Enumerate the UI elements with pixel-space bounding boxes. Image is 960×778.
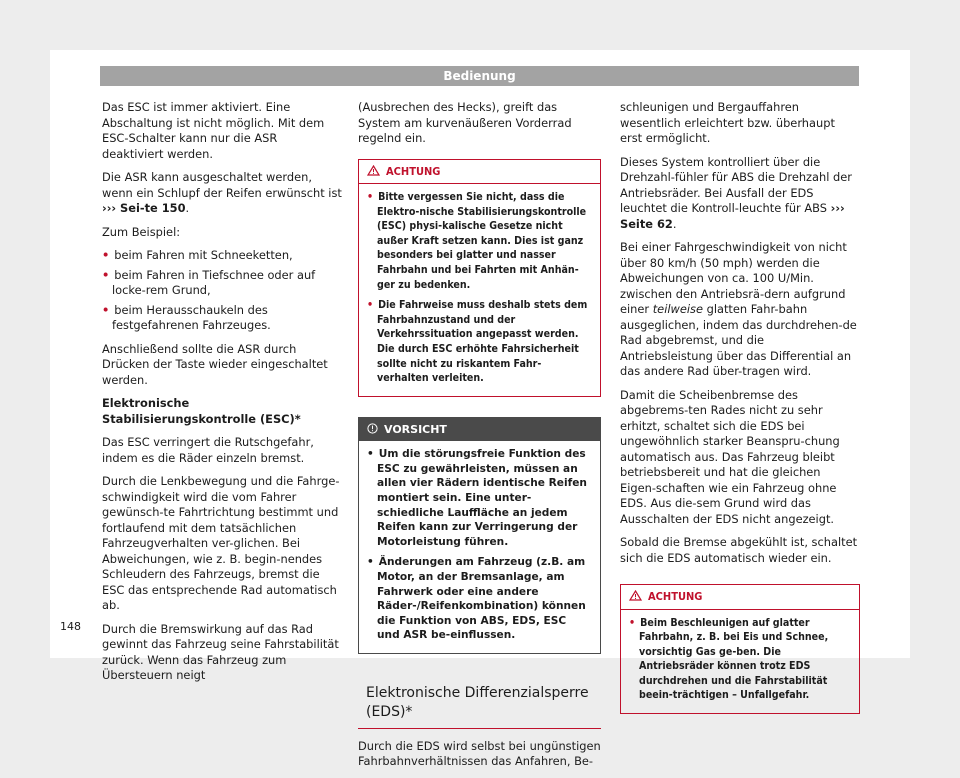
warning-triangle-icon xyxy=(367,165,380,176)
paragraph: schleunigen und Bergauffahren wesentlich erleichtert bzw. überhaupt erst ermöglicht. xyxy=(620,100,835,145)
list-item: • beim Fahren in Tiefschnee oder auf locke-rem Grund, xyxy=(102,267,316,297)
list-item: • Um die störungsfreie Funktion des ESC zu gewährleisten, müssen an allen vier Rädern identische Reifen montiert sein. Eine unter-schiedliche Lauffläche an jedem Reifen kann zur Verringerung der Motorleistung führen. xyxy=(367,448,587,548)
bullet-icon: • xyxy=(367,191,374,203)
column-2 xyxy=(358,100,601,778)
paragraph: (Ausbrechen des Hecks), greift das System am kurvenäußeren Vorderrad regelnd ein. xyxy=(358,100,572,145)
paragraph: Anschließend sollte die ASR durch Drücken der Taste wieder eingeschaltet werden. xyxy=(102,341,328,387)
section-title: Elektronische Differenzialsperre (EDS)* xyxy=(358,678,601,729)
list-item: • beim Fahren mit Schneeketten, xyxy=(102,248,293,262)
emphasis: teilweise xyxy=(652,302,703,316)
warning-box xyxy=(358,159,601,397)
list-item: • Die Fahrweise muss deshalb stets dem Fahrbahnzustand und der Verkehrssituation angepasst werden. Die durch ESC erhöhte Fahrsicherheit sollte nicht zu riskantem Fahr-verhalten verleiten. xyxy=(367,299,588,385)
paragraph: Das ESC verringert die Rutschgefahr, indem es die Räder einzeln bremst. xyxy=(102,435,314,465)
paragraph: Die ASR kann ausgeschaltet werden, wenn ein Schlupf der Reifen erwünscht ist ››› Sei-te 150. xyxy=(102,170,342,215)
page-reference-link[interactable]: ››› Seite 62 xyxy=(620,201,845,231)
page-header: Bedienung xyxy=(100,66,859,86)
paragraph: Durch die Lenkbewegung und die Fahrge-schwindigkeit wird die vom Fahrer gewünsch-te Fahrtrichtung bestimmt und fortlaufend mit dem tatsächlichen Fahrzeugverhalten ver-glichen. Bei Abweichungen, wie z. B. begin-nendes Schleudern des Fahrzeugs, bremst die ESC das entsprechende Rad automatisch ab. xyxy=(102,474,340,612)
bullet-icon: • xyxy=(102,302,110,317)
bullet-icon: • xyxy=(629,616,636,629)
bullet-icon: • xyxy=(367,299,374,312)
paragraph: Zum Beispiel: xyxy=(102,224,181,239)
bullet-icon: • xyxy=(102,248,110,262)
paragraph: Damit die Scheibenbremse des abgebrems-ten Rades nicht zu sehr erhitzt, schaltet sich die EDS bei ungewöhnlich starker Beanspru-chung automatisch aus. Das Fahrzeug bleibt betriebsbereit und hat die gleichen Eigen-schaften wie ein Fahrzeug ohne EDS. Aus die-sem Grund wird das Ausschalten der EDS nicht angezeigt. xyxy=(620,387,840,526)
caution-header: VORSICHT xyxy=(359,418,600,442)
list-item: • Beim Beschleunigen auf glatter Fahrbahn, z. B. bei Eis und Schnee, vorsichtig Gas ge-ben. Die Antriebsräder können trotz EDS durchdrehen und die Fahrstabilität beein-trächtigen – Unfallgefahr. xyxy=(629,616,829,702)
paragraph: Bei einer Fahrgeschwindigkeit von nicht über 80 km/h (50 mph) werden die Abweichungen von ca. 100 U/Min. zwischen den Antriebsrä-dern aufgrund einer teilweise glatten Fahr-bahn ausgeglichen, indem das durchdrehen-de Rad abgebremst, und die Antriebsleistung über das Differential an das andere Rad über-tragen wird. xyxy=(620,240,857,378)
bullet-icon: • xyxy=(367,556,374,569)
info-circle-icon xyxy=(367,423,378,434)
list-item: • Änderungen am Fahrzeug (z.B. am Motor, an der Bremsanlage, am Fahrwerk oder eine andere Räder-/Reifenkombination) können die Funktion von ABS, EDS, ESC und ASR be-einflussen. xyxy=(367,556,586,642)
paragraph: Das ESC ist immer aktiviert. Eine Abschaltung ist nicht möglich. Mit dem ESC-Schalter kann nur die ASR deaktiviert werden. xyxy=(102,100,325,161)
subheading: Elektronische Stabilisierungskontrolle (ESC)* xyxy=(102,396,301,426)
paragraph: Durch die Bremswirkung auf das Rad gewinnt das Fahrzeug seine Fahrstabilität zurück. Wenn das Fahrzeug zum Übersteuern neigt xyxy=(102,621,339,682)
bullet-icon: • xyxy=(367,448,374,461)
warning-body xyxy=(621,610,859,714)
caution-box xyxy=(358,417,601,654)
warning-header: ACHTUNG xyxy=(621,585,859,610)
list-item: • beim Herausschaukeln des festgefahrenen Fahrzeuges. xyxy=(102,302,271,332)
column-3 xyxy=(620,100,860,728)
caution-body xyxy=(359,441,600,653)
warning-body xyxy=(359,184,600,396)
list-item: • Bitte vergessen Sie nicht, dass die Elektro-nische Stabilisierungskontrolle (ESC) physi-kalische Gesetze nicht außer Kraft setzen kann. Dies ist ganz besonders bei glatter und nasser Fahrbahn und bei Fahrten mit Anhän-ger zu bedenken. xyxy=(367,191,587,291)
warning-box xyxy=(620,584,860,714)
warning-triangle-icon xyxy=(629,590,642,601)
page-reference-link[interactable]: ››› Sei-te 150 xyxy=(102,201,186,215)
column-1 xyxy=(102,100,342,692)
warning-header: ACHTUNG xyxy=(359,160,600,185)
page-number: 148 xyxy=(60,620,81,633)
paragraph: Sobald die Bremse abgekühlt ist, schaltet sich die EDS automatisch wieder ein. xyxy=(620,535,858,565)
paragraph: Durch die EDS wird selbst bei ungünstigen Fahrbahnverhältnissen das Anfahren, Be- xyxy=(358,738,601,769)
paragraph: Dieses System kontrolliert über die Drehzahl-fühler für ABS die Drehzahl der Antriebsräder. Bei Ausfall der EDS leuchtet die Kontroll-leuchte für ABS ››› Seite 62. xyxy=(620,154,852,231)
bullet-icon: • xyxy=(102,267,110,282)
